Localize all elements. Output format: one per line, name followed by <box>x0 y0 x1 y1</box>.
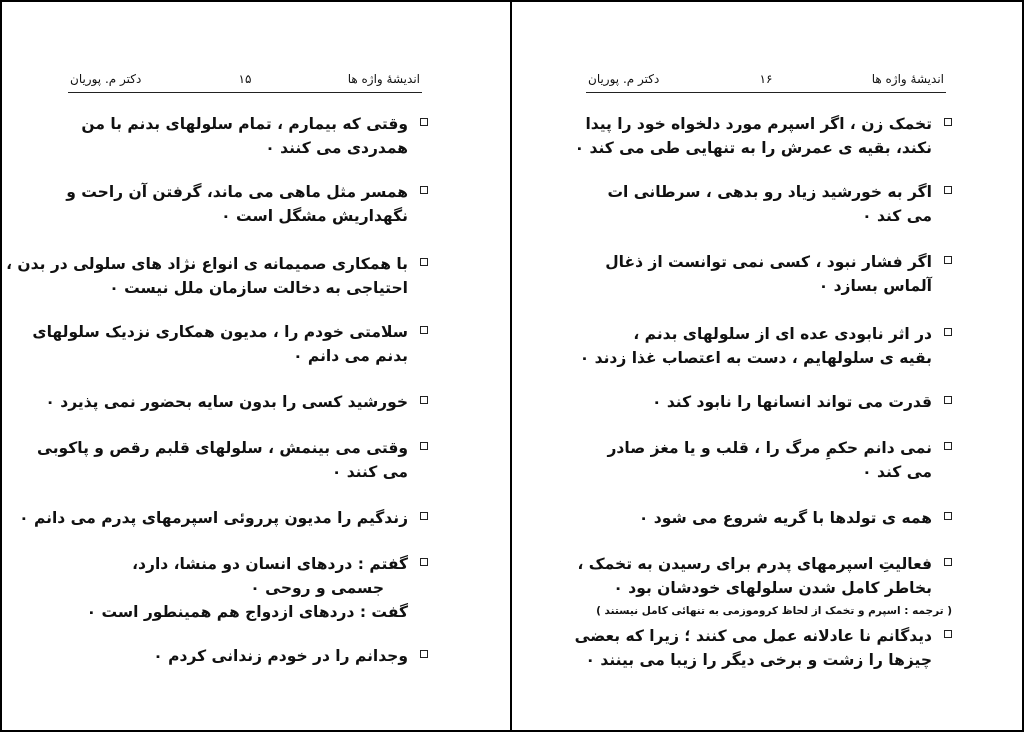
translator-note: ( ترجمه : اسپرم و تخمک از لحاظ کروموزمی به تنهائی کامل نیستند ) <box>596 605 952 617</box>
book-title: اندیشهٔ واژه ها <box>871 72 944 86</box>
aphorism-line: تخمک زن ، اگر اسپرم مورد دلخواه خود را پیدا <box>585 115 932 133</box>
aphorism-line: اگر به خورشید زیاد رو بدهی ، سرطانی ات <box>607 183 932 201</box>
aphorism-line: می کنند ۰ <box>331 463 408 481</box>
square-bullet-icon <box>944 328 952 336</box>
aphorism-line: بقیه ی سلولهایم ، دست به اعتصاب غذا زدند ۰ <box>579 349 932 367</box>
square-bullet-icon <box>420 186 428 194</box>
aphorism-line: جسمی و روحی ۰ <box>250 579 384 597</box>
square-bullet-icon <box>944 558 952 566</box>
square-bullet-icon <box>944 512 952 520</box>
aphorism-item <box>62 180 428 228</box>
aphorism-item <box>32 320 428 368</box>
aphorism-item <box>19 506 428 530</box>
square-bullet-icon <box>420 650 428 658</box>
aphorism-line: خورشید کسی را بدون سایه بحضور نمی پذیرد ۰ <box>45 393 408 411</box>
aphorism-line: نمی دانم حکمِ مرگ را ، قلب و یا مغز صادر <box>607 439 932 457</box>
aphorism-line: فعالیتِ اسپرمهای پدرم برای رسیدن به تخمک ، <box>577 555 932 573</box>
square-bullet-icon <box>420 442 428 450</box>
aphorism-item <box>45 390 428 414</box>
square-bullet-icon <box>944 118 952 126</box>
aphorism-line: بدنم می دانم ۰ <box>293 347 408 365</box>
aphorism-line: سلامتی خودم را ، مدیون همکاری نزدیک سلولهای <box>32 323 408 341</box>
aphorism-line: احتیاجی به دخالت سازمان ملل نیست ۰ <box>109 279 408 297</box>
square-bullet-icon <box>944 186 952 194</box>
aphorism-item <box>37 436 428 484</box>
aphorism-line: گفت : دردهای ازدواج هم همینطور است ۰ <box>86 603 408 621</box>
aphorism-line: نگهداریش مشگل است ۰ <box>221 207 408 225</box>
aphorism-line: آلماس بسازد ۰ <box>818 277 932 295</box>
aphorism-line: همدردی می کنند ۰ <box>265 139 408 157</box>
aphorism-line: نکند، بقیه ی عمرش را به تنهایی طی می کند ۰ <box>574 139 932 157</box>
aphorism-line: همسر مثل ماهی می ماند، گرفتن آن راحت و <box>66 183 408 201</box>
square-bullet-icon <box>944 442 952 450</box>
aphorism-item <box>62 644 428 668</box>
aphorism-item <box>578 180 952 228</box>
aphorism-line: همه ی تولدها با گریه شروع می شود ۰ <box>638 509 932 527</box>
square-bullet-icon <box>420 512 428 520</box>
square-bullet-icon <box>420 258 428 266</box>
aphorism-item <box>574 624 952 672</box>
page-number: ۱۶ <box>759 72 773 86</box>
square-bullet-icon <box>420 326 428 334</box>
aphorism-line: با همکاری صمیمانه ی انواع نژاد های سلولی در بدن ، <box>6 255 408 273</box>
aphorism-line: می کند ۰ <box>862 207 932 225</box>
square-bullet-icon <box>420 118 428 126</box>
aphorism-item <box>6 252 428 300</box>
aphorism-line: دیدگانم نا عادلانه عمل می کنند ؛ زیرا که بعضی <box>574 627 932 645</box>
aphorism-line: گفتم : دردهای انسان دو منشا، دارد، <box>132 555 408 573</box>
square-bullet-icon <box>420 396 428 404</box>
aphorism-line: در اثر نابودی عده ای از سلولهای بدنم ، <box>633 325 932 343</box>
aphorism-item <box>578 322 952 370</box>
aphorism-line: زندگیم را مدیون پرروئی اسپرمهای پدرم می دانم ۰ <box>19 509 408 527</box>
aphorism-item <box>578 250 952 298</box>
aphorism-item <box>578 552 952 600</box>
page-header <box>586 68 946 93</box>
page-number: ۱۵ <box>238 72 252 86</box>
aphorism-item <box>62 552 428 624</box>
book-title: اندیشهٔ واژه ها <box>347 72 420 86</box>
square-bullet-icon <box>944 630 952 638</box>
aphorism-line: وقتی می بینمش ، سلولهای قلبم رقص و پاکوبی <box>37 439 408 457</box>
aphorism-line: اگر فشار نبود ، کسی نمی توانست از ذغال <box>605 253 932 271</box>
aphorism-item <box>578 436 952 484</box>
square-bullet-icon <box>944 256 952 264</box>
aphorism-item <box>578 390 952 414</box>
aphorism-item <box>62 112 428 160</box>
aphorism-line: چیزها را زشت و برخی دیگر را زیبا می بینند ۰ <box>585 651 932 669</box>
aphorism-line: بخاطر کامل شدن سلولهای خودشان بود ۰ <box>613 579 932 597</box>
author-name: دکتر م. پوریان <box>588 72 660 86</box>
right-page <box>511 0 1024 732</box>
aphorism-item <box>574 112 952 160</box>
aphorism-line: وجدانم را در خودم زندانی کردم ۰ <box>153 647 408 665</box>
aphorism-line: قدرت می تواند انسانها را نابود کند ۰ <box>651 393 932 411</box>
square-bullet-icon <box>944 396 952 404</box>
page-header <box>68 68 422 93</box>
aphorism-item <box>578 506 952 530</box>
aphorism-line: وقتی که بیمارم ، تمام سلولهای بدنم با من <box>81 115 408 133</box>
square-bullet-icon <box>420 558 428 566</box>
left-page <box>0 0 511 732</box>
author-name: دکتر م. پوریان <box>70 72 142 86</box>
aphorism-line: می کند ۰ <box>862 463 932 481</box>
